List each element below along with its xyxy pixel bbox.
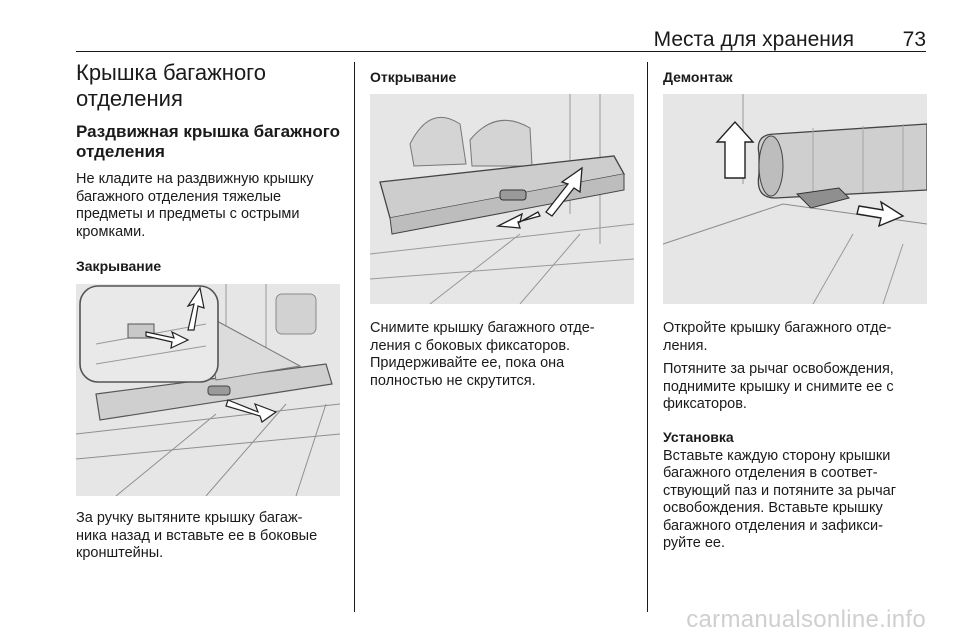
opening-title: Открывание xyxy=(370,69,457,85)
chapter-title: Места для хранения xyxy=(653,28,854,51)
install-text: Вставьте каждую сторону крышки багажного отделения в соответ- ствующий паз и потяните за рычаг освобождения. Вставьте крышку багажного отделения и зафикси- руйте ее. xyxy=(663,447,897,551)
page-number: 73 xyxy=(902,28,926,51)
column-2 xyxy=(370,60,634,390)
removal-caption-1: Откройте крышку багажного отде- ления. xyxy=(663,320,892,354)
removal-title: Демонтаж xyxy=(663,69,733,85)
removal-caption-2: Потяните за рычаг освобождения, поднимите крышку и снимите ее с фиксаторов. xyxy=(663,361,894,412)
watermark: carmanualsonline.info xyxy=(686,606,926,633)
opening-illustration xyxy=(370,94,634,304)
subsection-heading: Раздвижная крышка багажного отделения xyxy=(76,122,341,161)
page-header xyxy=(76,24,926,52)
closing-caption: За ручку вытяните крышку багаж- ника назад и вставьте ее в боковые кронштейны. xyxy=(76,510,318,561)
column-divider-1 xyxy=(354,62,355,612)
warning-paragraph: Не кладите на раздвижную крышку багажного отделения тяжелые предметы и предметы с острыми кромками. xyxy=(76,171,314,240)
column-3 xyxy=(663,60,927,553)
install-title: Установка xyxy=(663,428,734,445)
column-1 xyxy=(76,60,342,563)
column-divider-2 xyxy=(647,62,648,612)
closing-illustration xyxy=(76,284,340,496)
header-divider xyxy=(76,51,926,52)
removal-illustration xyxy=(663,94,927,304)
opening-caption: Снимите крышку багажного отде- ления с боковых фиксаторов. Придерживайте ее, пока она полностью не скрутится. xyxy=(370,320,595,389)
closing-title: Закрывание xyxy=(76,258,162,274)
section-heading: Крышка багажного отделения xyxy=(76,60,266,111)
